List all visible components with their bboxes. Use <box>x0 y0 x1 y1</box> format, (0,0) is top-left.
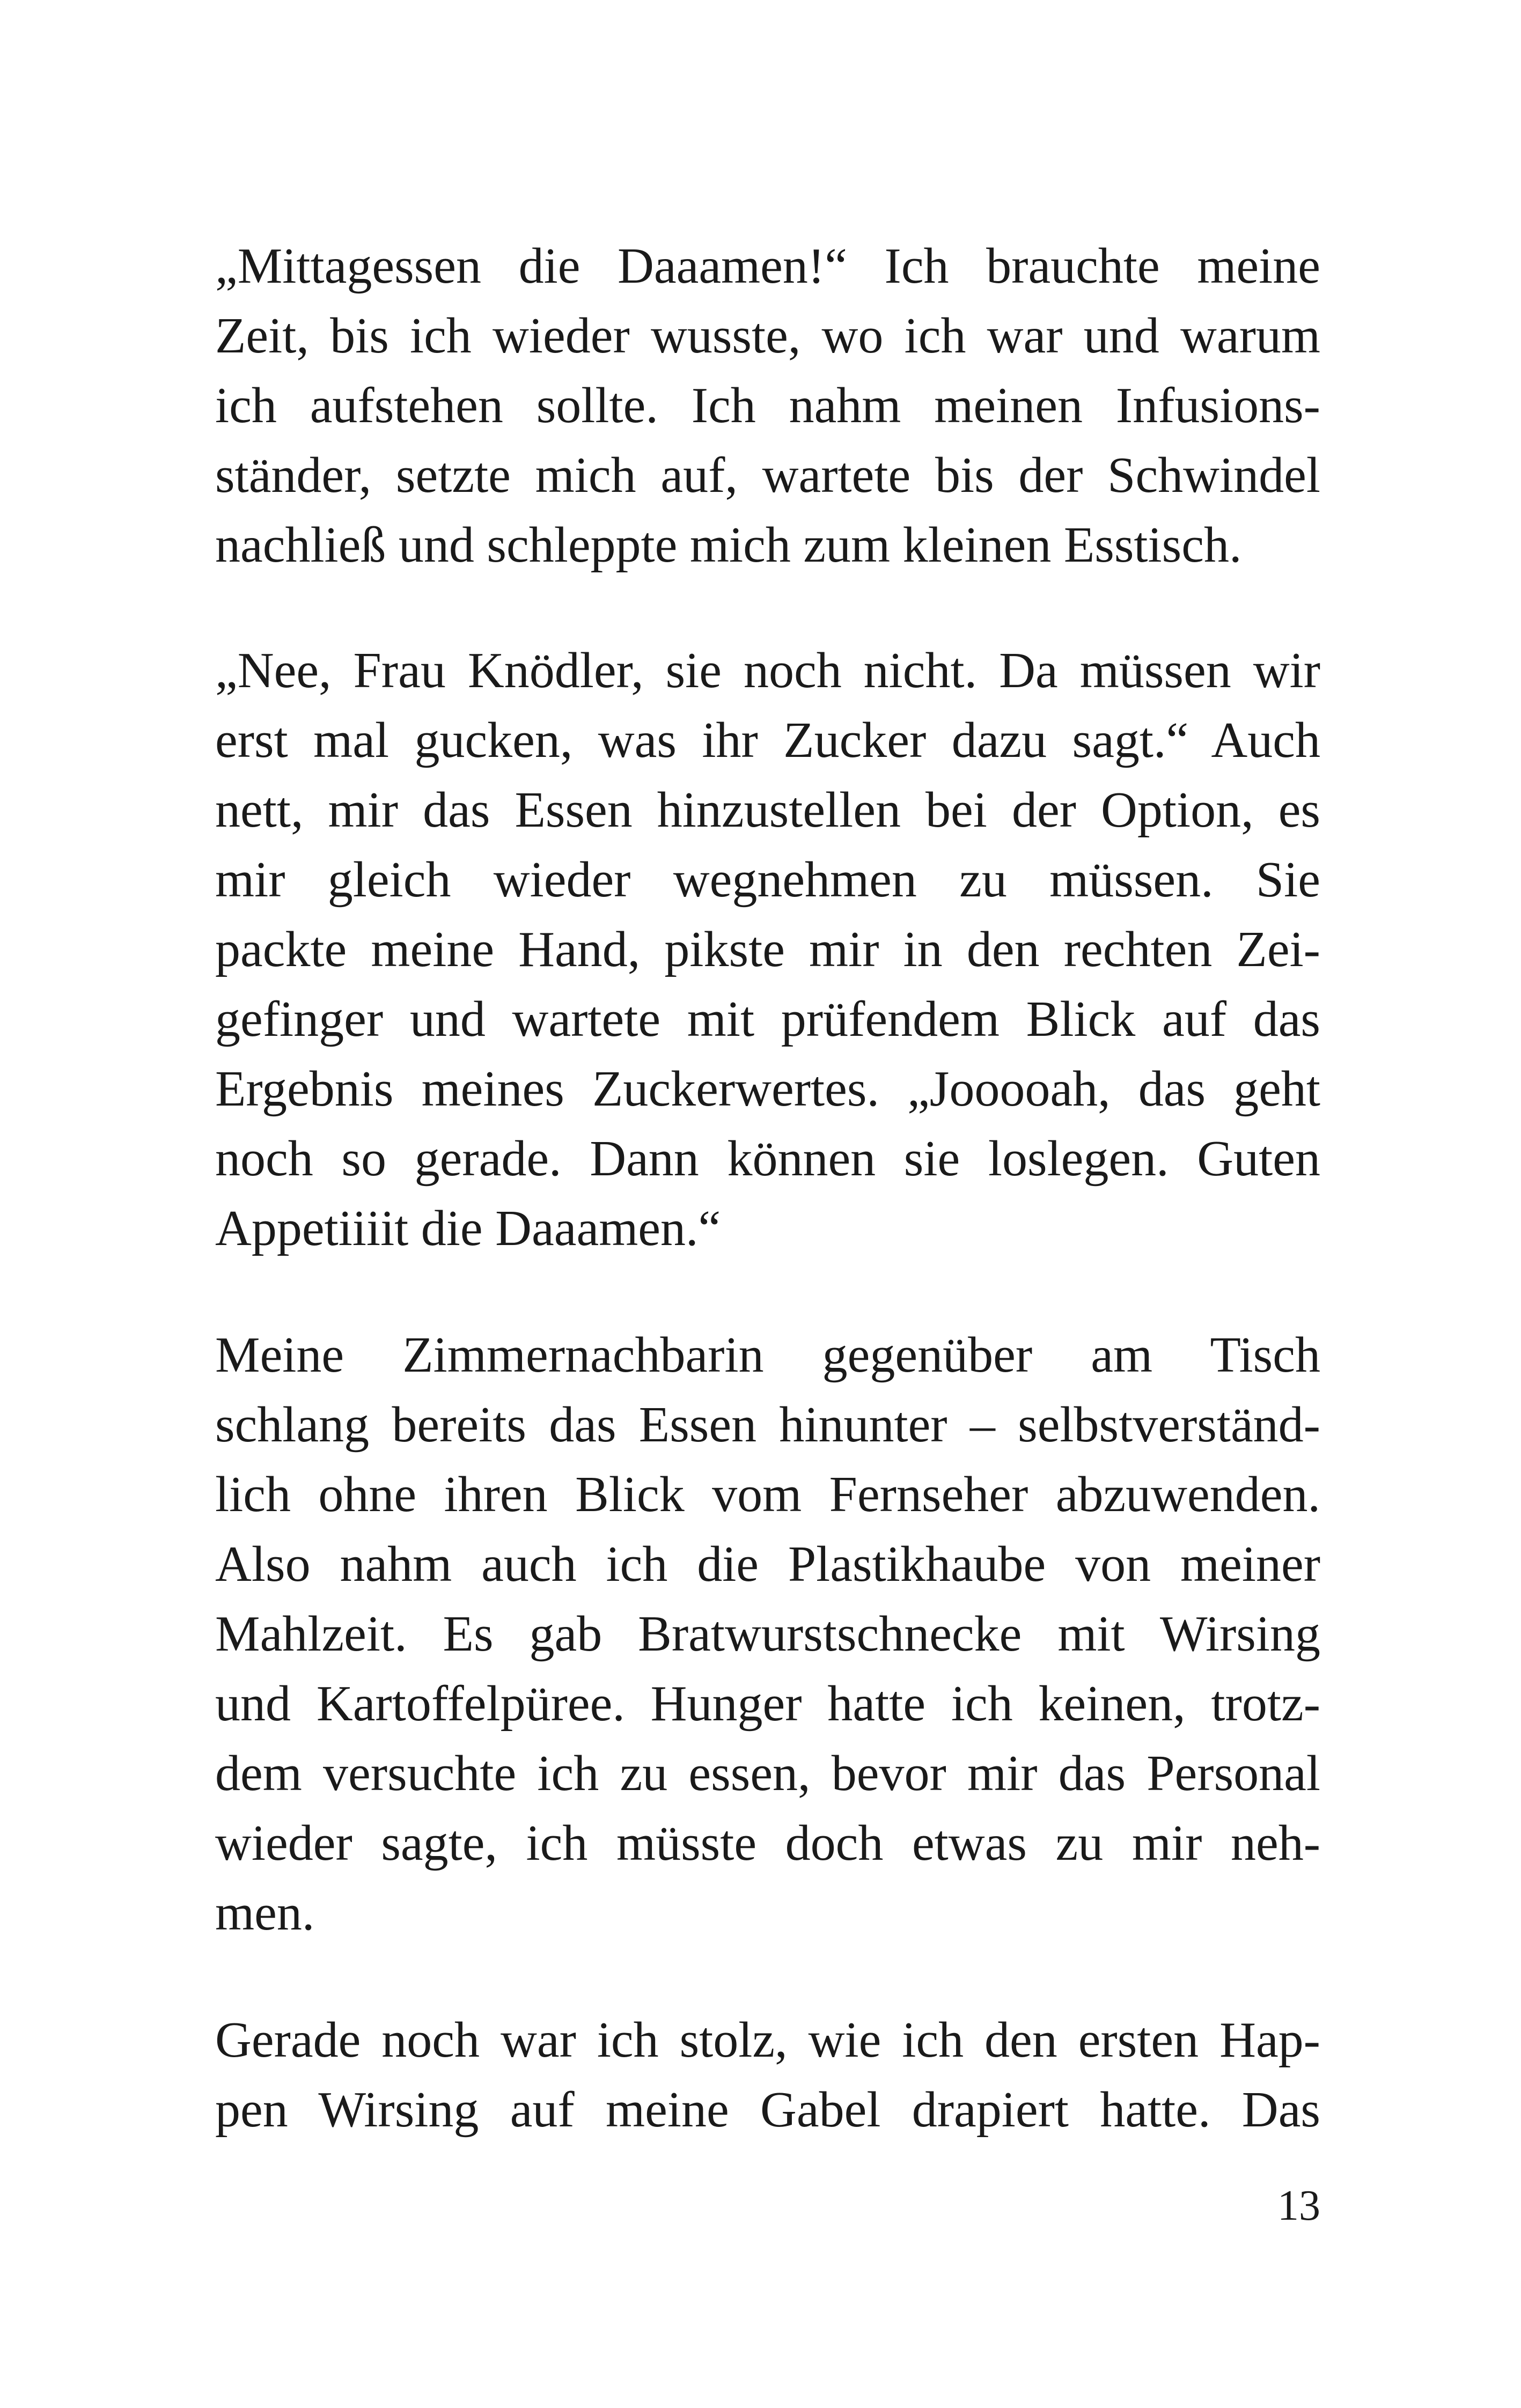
text-line: „Nee, Frau Knödler, sie noch nicht. Da müssen wir <box>215 643 1320 698</box>
text-line: Gerade noch war ich stolz, wie ich den ersten Hap- <box>215 2012 1320 2068</box>
text-line: und Kartoffelpüree. Hunger hatte ich keinen, trotz- <box>215 1676 1320 1732</box>
text-line: Mahlzeit. Es gab Bratwurstschnecke mit Wirsing <box>215 1606 1320 1662</box>
text-line: ständer, setzte mich auf, wartete bis der Schwindel <box>215 447 1320 503</box>
text-line: men. <box>215 1885 315 1941</box>
text-line: Appetiiiit die Daaamen.“ <box>215 1201 721 1256</box>
text-line: dem versuchte ich zu essen, bevor mir das Personal <box>215 1746 1320 1801</box>
text-line: ich aufstehen sollte. Ich nahm meinen Infusions- <box>215 378 1320 433</box>
text-line: „Mittagessen die Daaamen!“ Ich brauchte meine <box>215 238 1320 294</box>
text-line: lich ohne ihren Blick vom Fernseher abzuwenden. <box>215 1467 1320 1522</box>
text-line: erst mal gucken, was ihr Zucker dazu sagt.“ Auch <box>215 712 1320 768</box>
text-line: Ergebnis meines Zuckerwertes. „Jooooah, das geht <box>215 1061 1320 1117</box>
page-number: 13 <box>1277 2182 1320 2229</box>
text-line: Zeit, bis ich wieder wusste, wo ich war und warum <box>215 308 1320 364</box>
text-line: nett, mir das Essen hinzustellen bei der Option, es <box>215 782 1320 838</box>
text-line: pen Wirsing auf meine Gabel drapiert hatte. Das <box>215 2082 1320 2138</box>
text-line: mir gleich wieder wegnehmen zu müssen. Sie <box>215 852 1320 908</box>
text-line: Also nahm auch ich die Plastikhaube von meiner <box>215 1536 1320 1592</box>
text-line: schlang bereits das Essen hinunter – selbstverständ- <box>215 1397 1320 1453</box>
text-line: nachließ und schleppte mich zum kleinen Esstisch. <box>215 517 1242 573</box>
text-line: gefinger und wartete mit prüfendem Blick auf das <box>215 991 1320 1047</box>
text-line: packte meine Hand, pikste mir in den rechten Zei- <box>215 922 1320 977</box>
text-line: wieder sagte, ich müsste doch etwas zu mir neh- <box>215 1815 1320 1871</box>
text-line: Meine Zimmernachbarin gegenüber am Tisch <box>215 1327 1320 1383</box>
text-line: noch so gerade. Dann können sie loslegen. Guten <box>215 1131 1320 1187</box>
